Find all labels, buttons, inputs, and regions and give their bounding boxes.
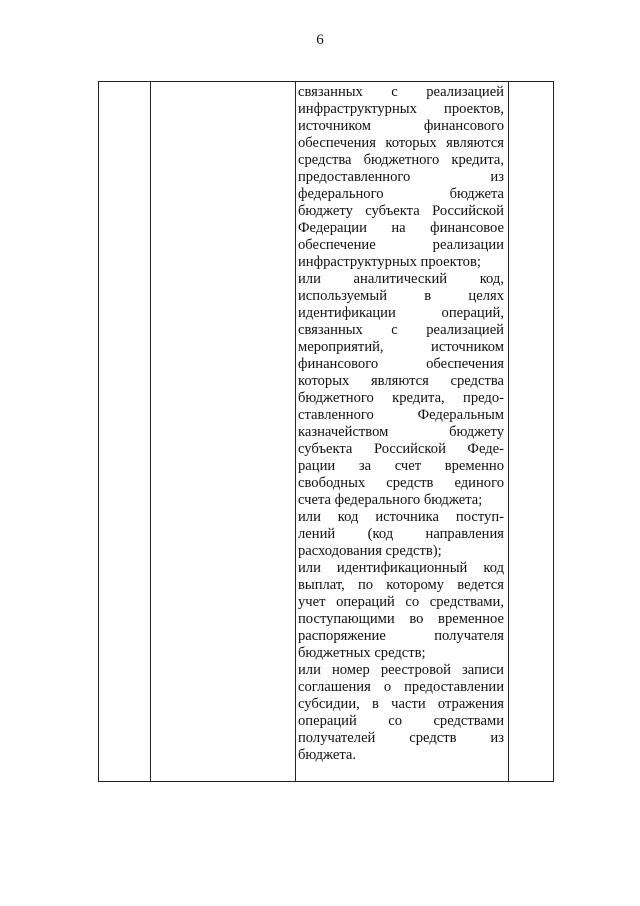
text-line: инфраструктурных проектов; (298, 254, 481, 270)
text-line: бюджетных средств; (298, 645, 426, 661)
table-column-divider (508, 81, 509, 782)
text-line: субсидии, в части отражения (298, 696, 504, 712)
text-line: мероприятий, источником (298, 339, 504, 355)
text-line: или номер реестровой записи (298, 662, 504, 678)
text-line: бюджета. (298, 747, 357, 763)
text-line: лений (код направления (298, 526, 504, 542)
text-line: обеспечения которых являются (298, 135, 504, 151)
text-line: или аналитический код, (298, 271, 504, 287)
text-line: расходования средств); (298, 543, 442, 559)
text-line: операций со средствами (298, 713, 504, 729)
text-line: получателей средств из (298, 730, 504, 746)
text-line: обеспечение реализации (298, 237, 504, 253)
text-line: учет операций со средствами, (298, 594, 504, 610)
text-line: соглашения о предоставлении (298, 679, 504, 695)
text-line: финансового обеспечения (298, 356, 504, 372)
text-line: ставленного Федеральным (298, 407, 504, 423)
text-line: бюджету субъекта Российской (298, 203, 504, 219)
text-line: идентификации операций, (298, 305, 504, 321)
table-column-divider (150, 81, 151, 782)
text-line: бюджетного кредита, предо- (298, 390, 504, 406)
table-cell-description (298, 84, 504, 764)
text-line: распоряжение получателя (298, 628, 504, 644)
text-line: рации за счет временно (298, 458, 504, 474)
text-line: казначейством бюджету (298, 424, 504, 440)
text-line: связанных с реализацией (298, 322, 504, 338)
text-line: связанных с реализацией (298, 84, 504, 100)
text-line: федерального бюджета (298, 186, 504, 202)
table-column-divider (295, 81, 296, 782)
text-line: предоставленного из (298, 169, 504, 185)
text-line: которых являются средства (298, 373, 504, 389)
text-line: или идентификационный код (298, 560, 504, 576)
text-line: свободных средств единого (298, 475, 504, 491)
text-line: Федерации на финансовое (298, 220, 504, 236)
page-number: 6 (316, 32, 324, 48)
text-line: субъекта Российской Феде- (298, 441, 504, 457)
text-line: или код источника поступ- (298, 509, 504, 525)
text-line: источником финансового (298, 118, 504, 134)
text-line: поступающими во временное (298, 611, 504, 627)
text-line: выплат, по которому ведется (298, 577, 504, 593)
text-line: инфраструктурных проектов, (298, 101, 504, 117)
text-line: счета федерального бюджета; (298, 492, 483, 508)
text-line: средства бюджетного кредита, (298, 152, 504, 168)
text-line: используемый в целях (298, 288, 504, 304)
